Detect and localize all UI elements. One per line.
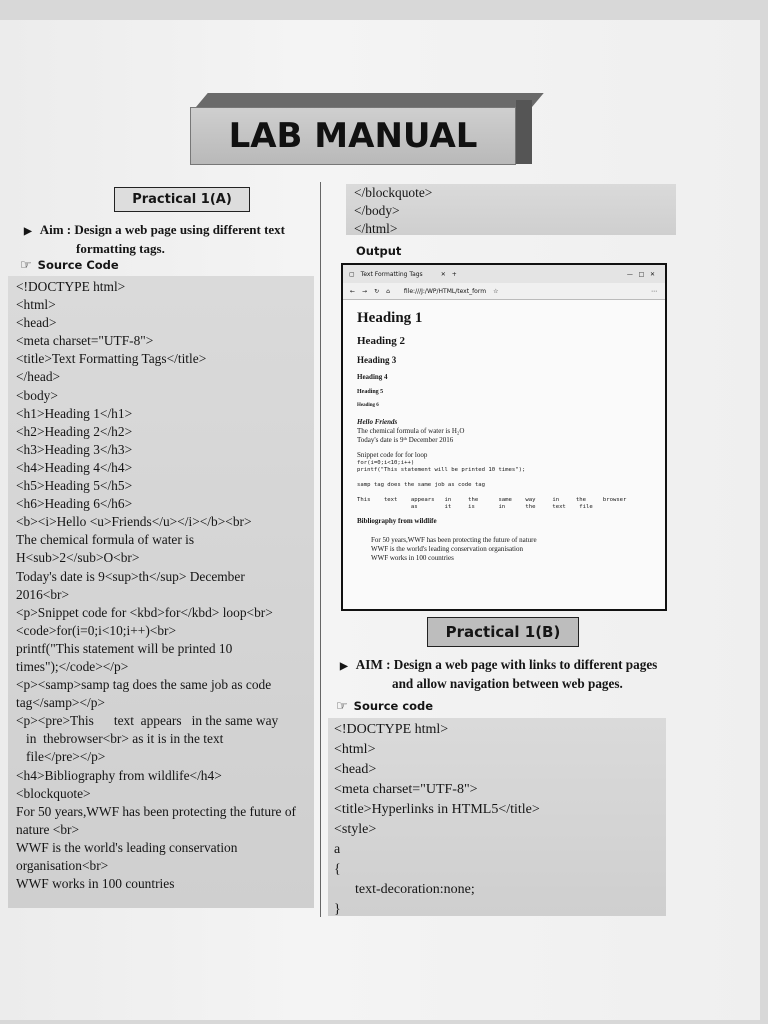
- window-controls: — □ ✕: [626, 270, 655, 278]
- home-icon: ⌂: [386, 287, 390, 295]
- out-quote-3: WWF works in 100 countries: [371, 554, 454, 562]
- aim-prefix: AIM :: [355, 657, 391, 672]
- close-icon: ✕: [440, 270, 446, 278]
- code-line: times");</code></p>: [16, 658, 129, 674]
- code-line: <b><i>Hello <u>Friends</u></i></b><br>: [16, 514, 252, 530]
- title-banner-top: [196, 93, 544, 107]
- code-line: a: [334, 842, 341, 857]
- code-line: <p>Snippet code for <kbd>for</kbd> loop<br>: [16, 604, 273, 620]
- forward-icon: →: [362, 287, 368, 295]
- code-line: For 50 years,WWF has been protecting the future of: [16, 803, 297, 819]
- code-line: }: [334, 902, 341, 917]
- new-tab-icon: +: [451, 270, 457, 278]
- out-hello: Hello Friends: [357, 418, 398, 426]
- code-block-1a: [16, 278, 296, 893]
- source-code-heading: [20, 258, 119, 273]
- code-line: <blockquote>: [16, 785, 91, 801]
- code-line: <html>: [334, 742, 376, 757]
- code-line: <h3>Heading 3</h3>: [16, 441, 133, 457]
- code-line: {: [334, 862, 341, 877]
- aim-1b: [340, 656, 670, 692]
- out-quote-1: For 50 years,WWF has been protecting the future of nature: [371, 536, 537, 544]
- out-code-2: printf("This statement will be printed 10 times");: [357, 467, 526, 473]
- code-line: <!DOCTYPE html>: [334, 722, 449, 737]
- aim-text: Design a web page using different text: [74, 222, 286, 237]
- aim-text-continued: and allow navigation between web pages.: [392, 676, 623, 691]
- code-line: <html>: [16, 297, 56, 313]
- code-line: <p><pre>This text appears in the same way: [16, 713, 279, 729]
- code-line: <code>for(i=0;i<10;i++)<br>: [16, 622, 177, 638]
- out-bibliography: Bibliography from wildlife: [357, 517, 437, 525]
- out-heading-6: Heading 6: [357, 403, 379, 408]
- code-block-1b: [334, 720, 540, 920]
- out-pre-2: as it is in the text file: [357, 504, 593, 510]
- code-line: <p><samp>samp tag does the same job as code: [16, 677, 272, 693]
- aim-text-continued: formatting tags.: [76, 241, 165, 256]
- out-pre-1: This text appears in the same way in the browser: [357, 497, 627, 503]
- code-line: <head>: [334, 762, 377, 777]
- code-line: </head>: [16, 369, 61, 385]
- out-heading-5: Heading 5: [357, 389, 384, 395]
- code-line: file</pre></p>: [16, 749, 106, 765]
- code-line: printf("This statement will be printed 10: [16, 640, 233, 656]
- code-line: 2016<br>: [16, 586, 70, 602]
- code-line: <h5>Heading 5</h5>: [16, 478, 133, 494]
- browser-window: [341, 263, 667, 611]
- tab-icon: ▢: [349, 270, 355, 278]
- back-icon: ←: [350, 287, 356, 295]
- source-label: Source Code: [37, 258, 119, 272]
- code-line: WWF works in 100 countries: [16, 876, 175, 892]
- code-line: <h6>Heading 6</h6>: [16, 496, 133, 512]
- code-line: </blockquote>: [354, 185, 433, 200]
- code-line: </body>: [354, 203, 400, 219]
- out-quote-2: WWF is the world's leading conservation organisation: [371, 545, 523, 553]
- aim-text: Design a web page with links to different pages: [393, 657, 658, 672]
- title-banner-side: [516, 100, 532, 164]
- out-heading-4: Heading 4: [357, 373, 388, 381]
- out-snippet: Snippet code for for loop: [357, 451, 428, 459]
- browser-content: [343, 300, 665, 563]
- code-line: <!DOCTYPE html>: [16, 279, 126, 294]
- code-line: <body>: [16, 387, 58, 403]
- out-heading-1: Heading 1: [357, 310, 423, 326]
- address-url: file:///J:/WP/HTML/text_form: [403, 287, 487, 295]
- out-samp: samp tag does the same job as code tag: [357, 482, 485, 488]
- out-heading-3: Heading 3: [357, 355, 397, 365]
- aim-1a: [24, 221, 324, 257]
- source-label: Source code: [353, 699, 434, 713]
- code-line: <h4>Heading 4</h4>: [16, 459, 133, 475]
- out-date: Today's date is 9ᵗʰ December 2016: [357, 436, 454, 444]
- practical-1a-label: Practical 1(A): [114, 187, 250, 212]
- arrow-icon: ▶: [24, 226, 32, 237]
- out-formula: The chemical formula of water is H₂O: [357, 427, 465, 435]
- code-line: </html>: [354, 221, 398, 237]
- more-icon: ⋯: [651, 287, 657, 295]
- practical-1b-label: Practical 1(B): [427, 617, 579, 647]
- out-heading-2: Heading 2: [357, 335, 405, 347]
- browser-tab-bar: [343, 265, 665, 283]
- code-line: text-decoration:none;: [334, 882, 475, 897]
- source-code-heading: [336, 699, 433, 714]
- code-line: <title>Text Formatting Tags</title>: [16, 351, 207, 367]
- code-block-1a-end: [354, 184, 432, 238]
- star-icon: ☆: [493, 287, 499, 295]
- code-line: <h4>Bibliography from wildlife</h4>: [16, 767, 222, 783]
- code-line: <meta charset="UTF-8">: [334, 782, 478, 797]
- arrow-icon: ▶: [340, 661, 348, 672]
- code-line: <meta charset="UTF-8">: [16, 333, 154, 349]
- code-line: organisation<br>: [16, 858, 109, 873]
- output-heading: Output: [356, 244, 402, 258]
- refresh-icon: ↻: [374, 287, 380, 295]
- code-line: in thebrowser<br> as it is in the text: [16, 731, 224, 747]
- code-line: <h2>Heading 2</h2>: [16, 423, 133, 439]
- page-title: LAB MANUAL: [190, 107, 516, 165]
- browser-address-bar: [343, 283, 665, 300]
- code-line: WWF is the world's leading conservation: [16, 839, 238, 855]
- pointing-hand-icon: ☞: [336, 699, 348, 714]
- out-code-1: for(i=0;i<10;i++): [357, 460, 415, 466]
- pointing-hand-icon: ☞: [20, 258, 32, 273]
- code-line: Today's date is 9<sup>th</sup> December: [16, 568, 245, 584]
- code-line: tag</samp></p>: [16, 695, 105, 711]
- code-line: <h1>Heading 1</h1>: [16, 405, 133, 421]
- code-line: H<sub>2</sub>O<br>: [16, 550, 140, 566]
- code-line: <style>: [334, 822, 377, 837]
- code-line: nature <br>: [16, 821, 80, 837]
- code-line: <head>: [16, 315, 57, 331]
- column-divider: [320, 182, 321, 917]
- aim-prefix: Aim :: [39, 222, 72, 237]
- code-line: The chemical formula of water is: [16, 532, 195, 548]
- code-line: <title>Hyperlinks in HTML5</title>: [334, 802, 540, 817]
- browser-tab-title: Text Formatting Tags: [360, 270, 423, 278]
